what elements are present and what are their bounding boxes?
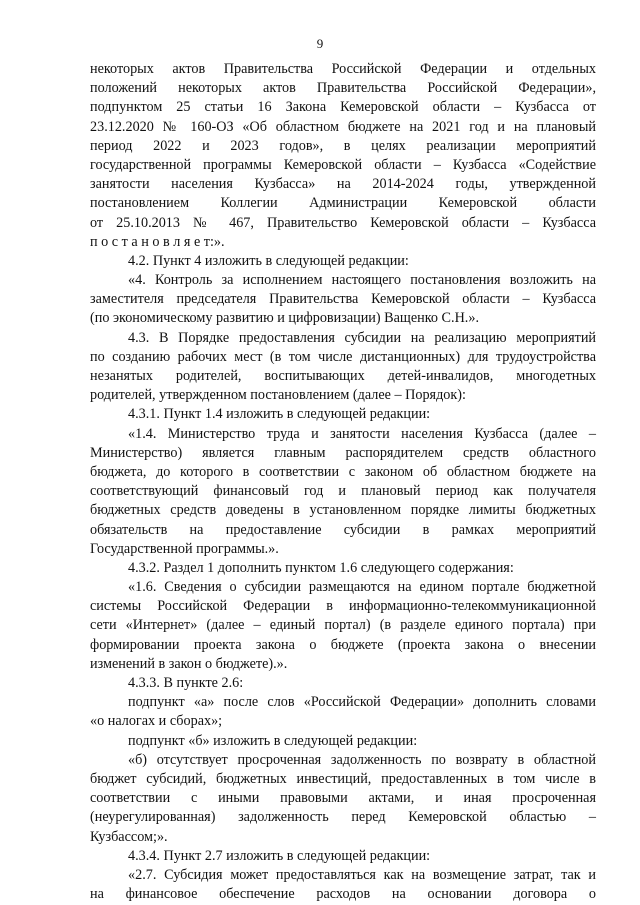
text-line: 4.2. Пункт 4 изложить в следующей редакции: [128,252,409,269]
text-line: (по экономическому развитию и цифровизации) Ващенко С.Н.». [90,310,479,327]
text-line: от 25.10.2013 № 467, Правительство Кемеровской области – Кузбасса [90,214,596,231]
text-line: «1.4. Министерство труда и занятости населения Кузбасса (далее – [128,425,596,442]
paragraph [90,425,596,559]
text-line: положений некоторых актов Правительства Российской Федерации», [90,80,596,97]
text-line: бюджета, до которого в соответствии с законом об областном бюджете на [90,463,596,480]
text-line: «4. Контроль за исполнением настоящего постановления возложить на [128,272,596,289]
page-number: 9 [316,36,324,51]
paragraph [90,751,596,847]
paragraph [90,329,596,406]
text-line: сети «Интернет» (далее – единый портал) (в разделе единого портала) при [90,617,596,634]
text-line: подпункт «б» изложить в следующей редакции: [128,732,418,749]
document-body [90,60,596,904]
paragraph [90,674,596,693]
paragraph [90,847,596,866]
text-line: (неурегулированная) задолженность перед Кемеровской областью – [90,809,596,826]
paragraph [90,271,596,329]
text-line: незанятых родителей, воспитывающих детей-инвалидов, многодетных [90,368,596,384]
paragraph [90,578,596,674]
text-line: постановлением Коллегии Администрации Кемеровской области [90,195,596,212]
text-line: соответствующий финансовый год и плановый период как получателя [90,483,596,500]
text-line: подпунктом 25 статьи 16 Закона Кемеровской области – Кузбасса от [90,99,596,116]
text-line: «2.7. Субсидия может предоставляться как на возмещение затрат, так и [128,866,596,883]
text-line: изменений в закон о бюджете).». [90,655,288,672]
text-line: 4.3. В Порядке предоставления субсидии на реализацию мероприятий [128,329,596,346]
text-line: некоторых актов Правительства Российской Федерации и отдельных [90,61,596,77]
text-line: «1.6. Сведения о субсидии размещаются на едином портале бюджетной [128,579,596,596]
text-line: «о налогах и сборах»; [90,713,223,730]
text-line: на финансовое обеспечение расходов на основании договора о [90,886,596,903]
text-line: 23.12.2020 № 160-ОЗ «Об областном бюджете на 2021 год и на плановый [90,118,596,135]
text-line: период 2022 и 2023 годов», в целях реализации мероприятий [90,137,596,154]
text-line: соответствии с иными правовыми актами, и иная просроченная [90,790,596,807]
text-line: родителей, утвержденном постановлением (далее – Порядок): [90,387,466,404]
text-line: 4.3.1. Пункт 1.4 изложить в следующей редакции: [128,406,431,423]
text-line: Министерство) является главным распорядителем средств областного [90,444,596,461]
paragraph [90,866,596,904]
text-line: п о с т а н о в л я е т:». [90,233,225,250]
text-line: 4.3.4. Пункт 2.7 изложить в следующей редакции: [128,847,431,864]
text-line: формировании проекта закона о бюджете (проекта закона о внесении [90,636,596,653]
text-line: Государственной программы.». [90,540,279,557]
text-line: Кузбассом;». [90,828,168,845]
text-line: государственной программы Кемеровской области – Кузбасса «Содействие [90,156,596,173]
text-line: «б) отсутствует просроченная задолженность по возврату в областной [128,751,596,768]
text-line: подпункт «а» после слов «Российской Федерации» дополнить словами [128,694,596,711]
text-line: занятости населения Кузбасса» на 2014-2024 годы, утвержденной [90,176,596,193]
paragraph [90,252,596,271]
text-line: обязательств на предоставление субсидии в рамках мероприятий [90,521,596,538]
text-line: по созданию рабочих мест (в том числе дистанционных) для трудоустройства [90,348,596,365]
text-line: заместителя председателя Правительства Кемеровской области – Кузбасса [90,291,596,308]
paragraph [90,732,596,751]
text-line: 4.3.3. В пункте 2.6: [128,675,244,691]
paragraph [90,405,596,424]
paragraph [90,60,596,252]
text-line: бюджетных средств доведены в установленном порядке лимиты бюджетных [90,502,596,519]
text-line: системы Российской Федерации в информационно-телекоммуникационной [90,598,596,615]
text-line: бюджет субсидий, бюджетных инвестиций, предоставленных в том числе в [90,770,596,787]
text-line: 4.3.2. Раздел 1 дополнить пунктом 1.6 следующего содержания: [128,559,514,576]
paragraph [90,693,596,731]
paragraph [90,559,596,578]
